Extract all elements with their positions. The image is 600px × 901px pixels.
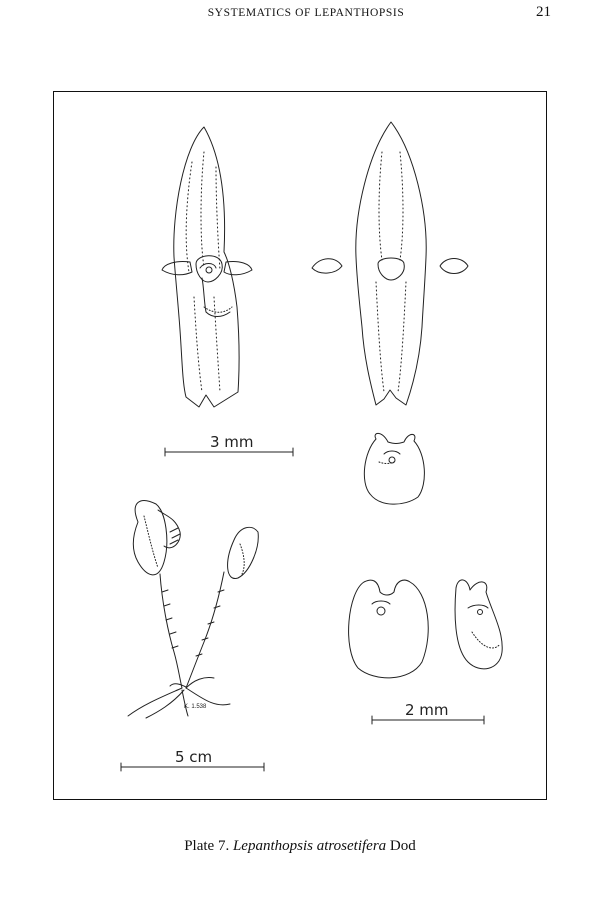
caption-species: Lepanthopsis atrosetifera — [232, 838, 387, 854]
scale-label-2mm: 2 mm — [405, 701, 449, 719]
artist-mark: K. 1.538 — [184, 704, 207, 710]
running-head: SYSTEMATICS OF LEPANTHOPSIS — [207, 7, 405, 19]
plate-caption — [0, 838, 600, 855]
caption-author: Dod — [389, 838, 416, 854]
page-number: 21 — [536, 4, 551, 20]
caption-plate-label: Plate 7. — [184, 838, 230, 854]
habit-drawing — [128, 501, 258, 718]
plate-frame — [53, 91, 547, 800]
flower-side-view-drawing — [162, 127, 252, 407]
scale-label-3mm: 3 mm — [210, 433, 254, 451]
dissected-sepals-petals-drawing — [312, 122, 468, 405]
lip-detail-drawing — [349, 580, 503, 678]
lip-drawing — [364, 433, 424, 504]
scale-label-5cm: 5 cm — [175, 748, 213, 766]
